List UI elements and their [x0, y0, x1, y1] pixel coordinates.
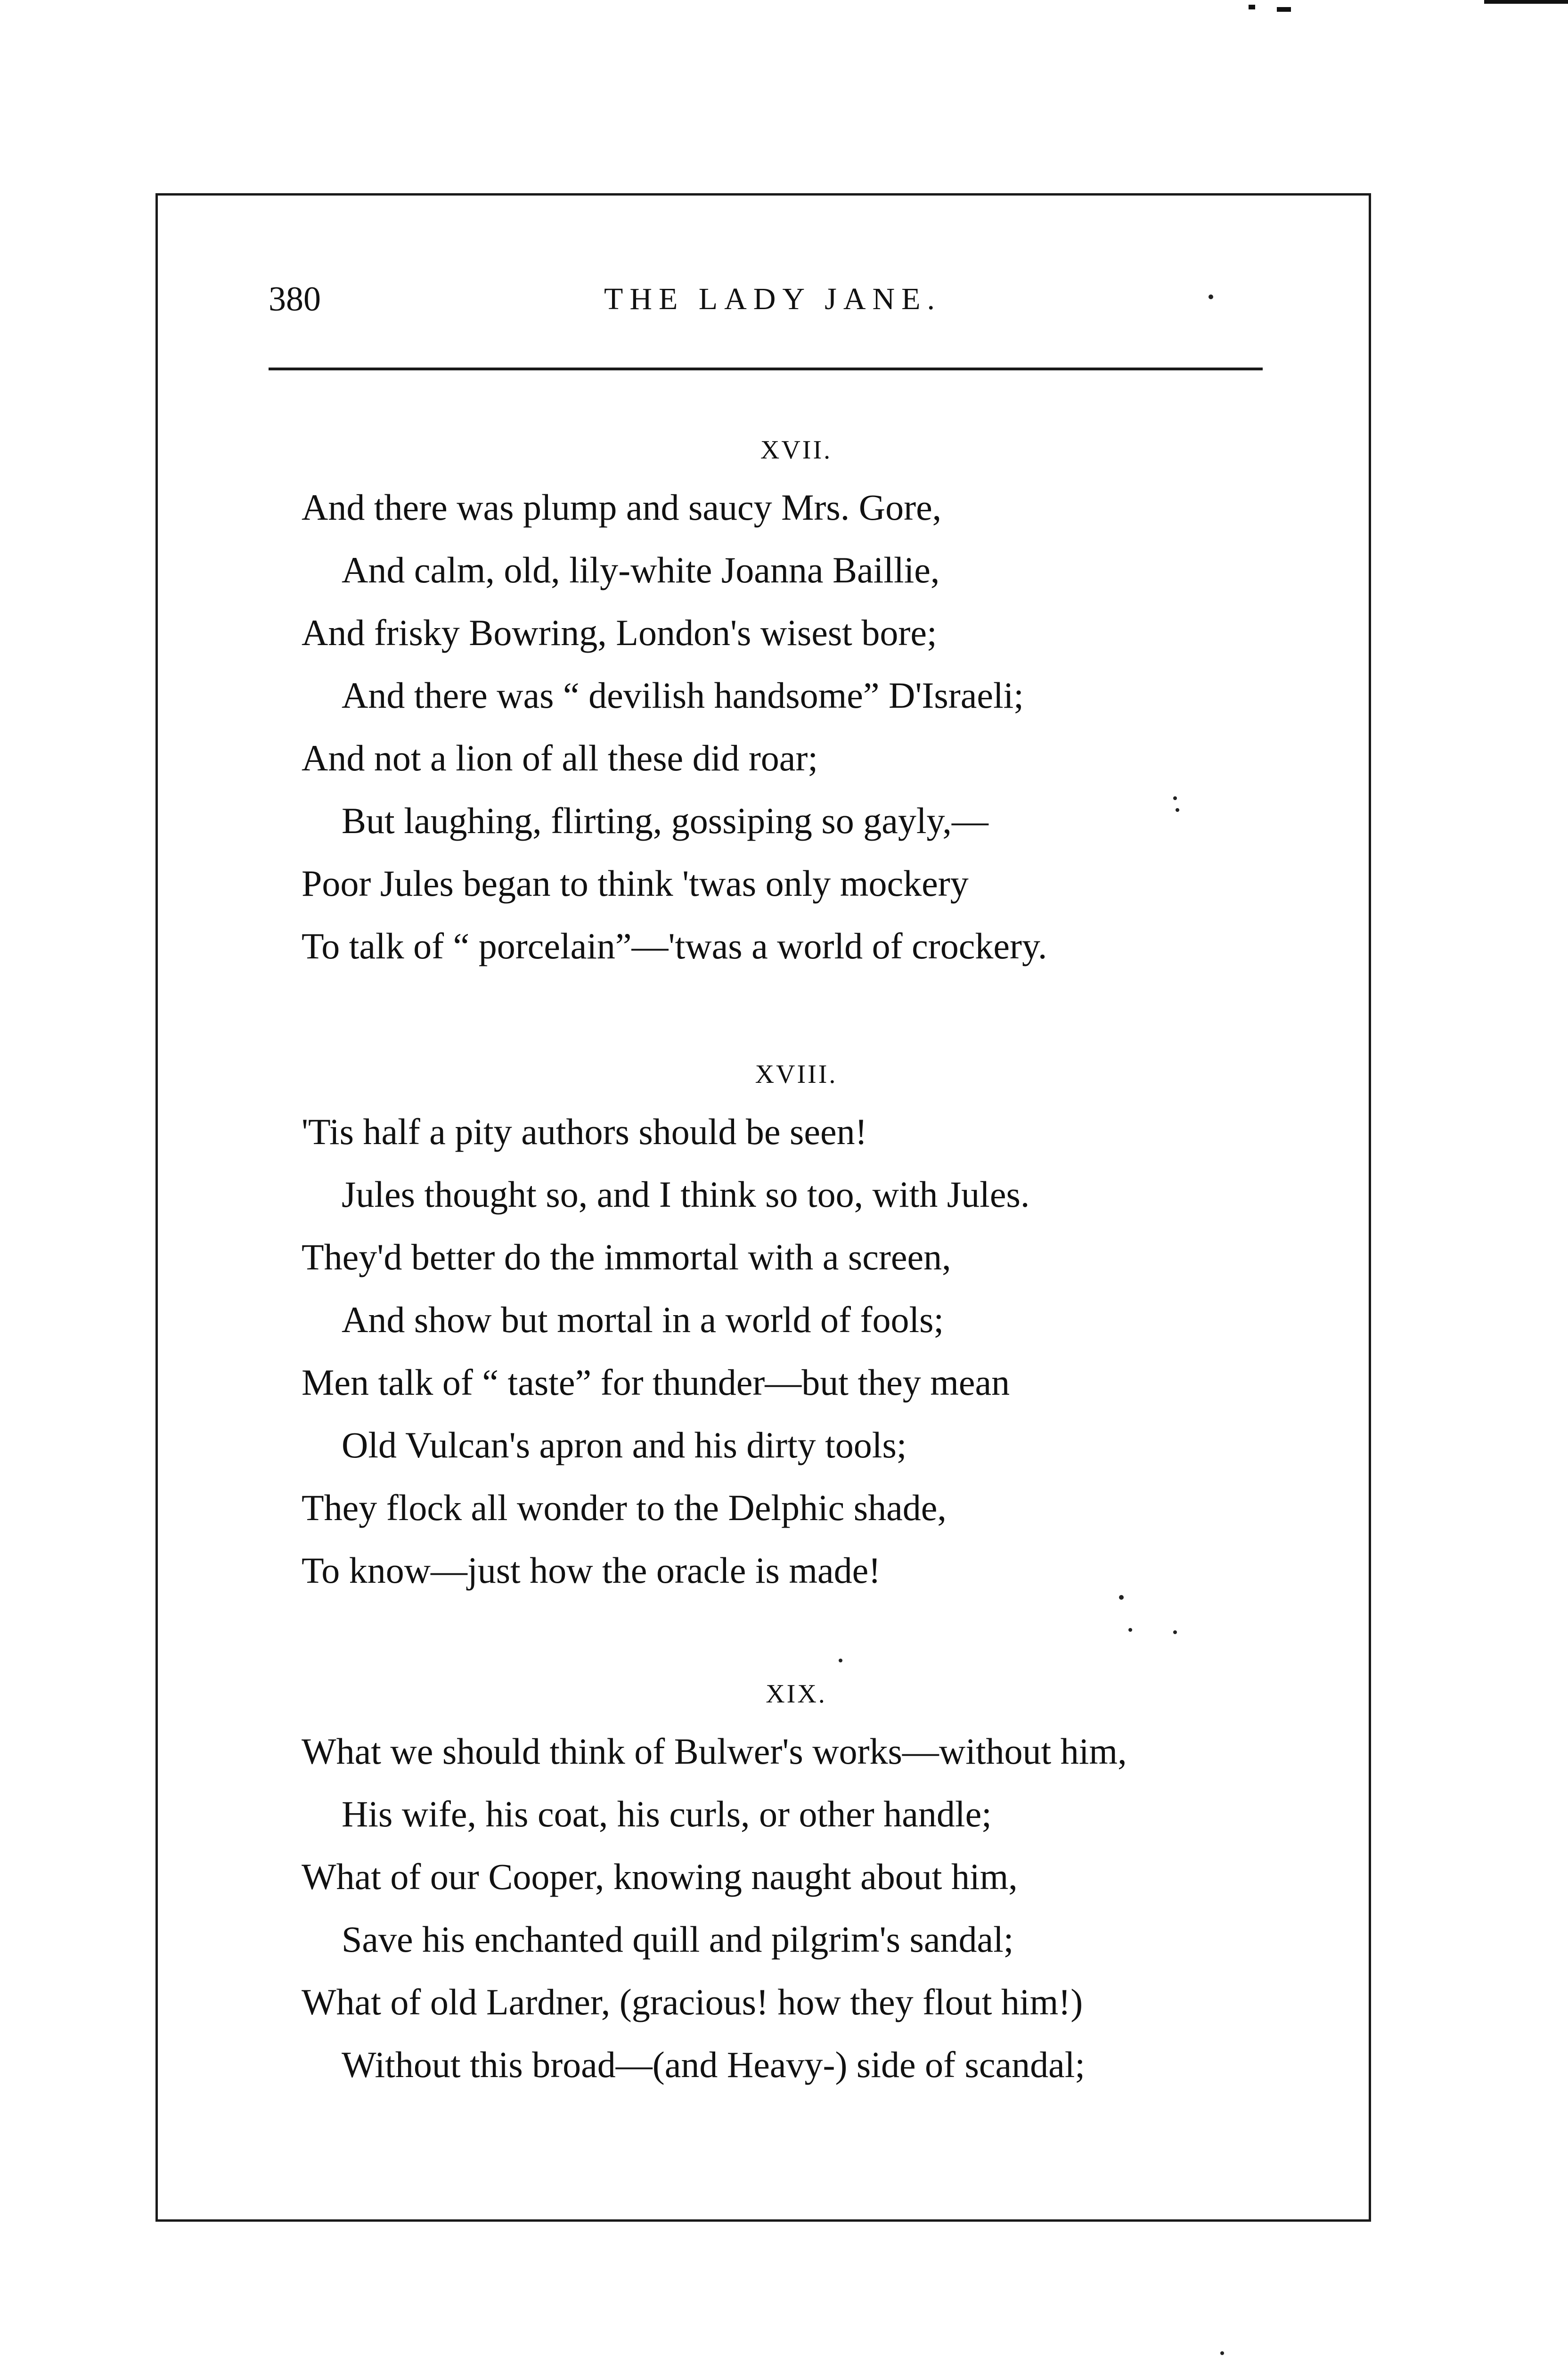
verse-line: They'd better do the immortal with a screen,	[302, 1236, 951, 1277]
stanza-xix	[302, 1668, 1272, 2096]
verse-line: And calm, old, lily-white Joanna Baillie,	[342, 549, 940, 590]
verse-line: 'Tis half a pity authors should be seen!	[302, 1111, 867, 1152]
verse-line: Jules thought so, and I think so too, with Jules.	[342, 1174, 1030, 1215]
verse-line: Men talk of “ taste” for thunder—but they mean	[302, 1362, 1010, 1403]
verse-line: Save his enchanted quill and pilgrim's sandal;	[342, 1919, 1014, 1960]
edge-mark	[1277, 7, 1291, 12]
verse-line: And show but mortal in a world of fools;	[342, 1299, 944, 1340]
page-number: 380	[269, 280, 321, 319]
scan-speck	[1209, 294, 1213, 299]
verse-line: Old Vulcan's apron and his dirty tools;	[342, 1424, 907, 1465]
verse-line: What of our Cooper, knowing naught about him,	[302, 1856, 1018, 1897]
edge-mark	[1484, 0, 1568, 4]
verse-line: Without this broad—(and Heavy-) side of scandal;	[342, 2044, 1086, 2085]
scan-speck	[1176, 808, 1179, 812]
verse-line: To know—just how the oracle is made!	[302, 1550, 881, 1591]
stanza-number: XVIII.	[755, 1060, 838, 1089]
verse-line: What of old Lardner, (gracious! how they flout him!)	[302, 1981, 1083, 2022]
verse-line: Poor Jules began to think 'twas only mockery	[302, 863, 969, 904]
running-title: THE LADY JANE.	[604, 282, 941, 316]
verse-line: They flock all wonder to the Delphic shade,	[302, 1487, 947, 1528]
stanza-number: XIX.	[766, 1679, 827, 1709]
running-head	[269, 269, 1258, 330]
stanza-xviii	[302, 1048, 1272, 1602]
verse-line: To talk of “ porcelain”—'twas a world of crockery.	[302, 925, 1047, 966]
scan-speck	[1173, 796, 1177, 800]
verse-line: And not a lion of all these did roar;	[302, 737, 818, 778]
verse-line: And there was plump and saucy Mrs. Gore,	[302, 487, 942, 528]
header-rule	[269, 368, 1263, 370]
scan-speck	[1128, 1628, 1132, 1632]
stanza-xvii	[302, 424, 1272, 977]
edge-mark	[1249, 5, 1255, 9]
verse-line: What we should think of Bulwer's works—without him,	[302, 1731, 1127, 1772]
verse-line: And frisky Bowring, London's wisest bore;	[302, 612, 937, 653]
scan-speck	[839, 1659, 842, 1662]
verse-line: But laughing, flirting, gossiping so gayly,—	[342, 800, 988, 841]
stanza-number: XVII.	[760, 435, 833, 465]
scan-speck	[1119, 1595, 1124, 1600]
verse-line: His wife, his coat, his curls, or other handle;	[342, 1793, 992, 1834]
scan-speck	[1220, 2351, 1224, 2355]
verse-line: And there was “ devilish handsome” D'Israeli;	[342, 675, 1024, 716]
scan-speck	[1173, 1630, 1177, 1634]
